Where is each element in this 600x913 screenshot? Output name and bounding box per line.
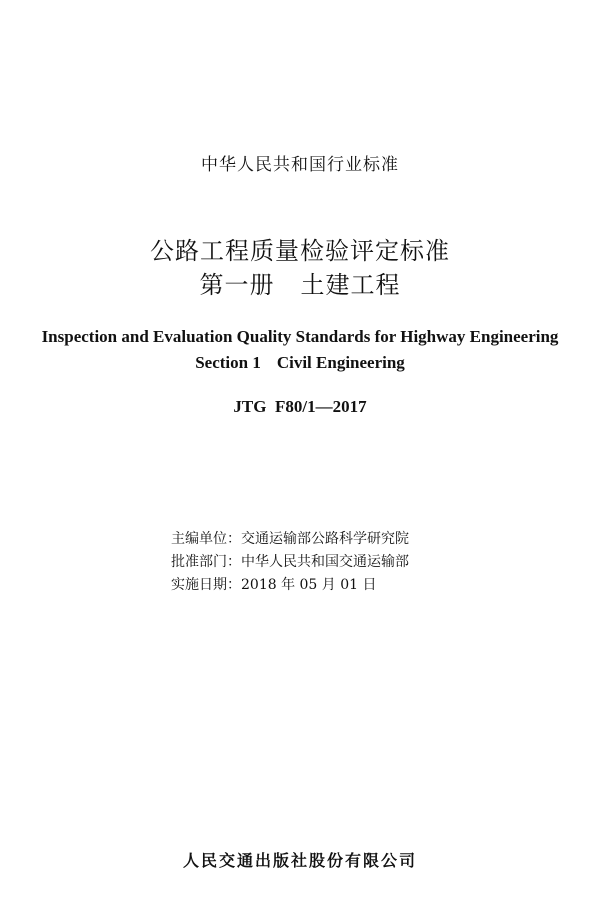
approver-value: 中华人民共和国交通运输部 (241, 554, 409, 570)
english-section-number: Section 1 (195, 353, 261, 372)
volume-label: 第一册 (199, 271, 275, 299)
editor-row (171, 528, 409, 551)
english-subtitle (0, 350, 600, 376)
approver-row (171, 551, 409, 574)
publication-metadata (171, 528, 409, 597)
standard-category: 中华人民共和国行业标准 (201, 155, 399, 175)
chinese-title: 公路工程质量检验评定标准 (150, 237, 450, 265)
chinese-subtitle (0, 268, 600, 302)
standard-code: JTG F80/1—2017 (233, 397, 367, 416)
english-section-name: Civil Engineering (276, 353, 405, 372)
section-label: 土建工程 (300, 271, 401, 299)
approver-label: 批准部门： (171, 554, 241, 570)
effective-date-row (171, 574, 409, 597)
chinese-title-block (0, 234, 600, 302)
publisher-name: 人民交通出版社股份有限公司 (182, 851, 417, 870)
effective-date-value: 2018 年 05 月 01 日 (241, 577, 377, 593)
english-title-block (0, 324, 600, 376)
editor-value: 交通运输部公路科学研究院 (241, 531, 409, 547)
effective-date-label: 实施日期： (171, 577, 241, 593)
editor-label: 主编单位： (171, 531, 241, 547)
english-title: Inspection and Evaluation Quality Standards for Highway Engineering (41, 327, 559, 346)
